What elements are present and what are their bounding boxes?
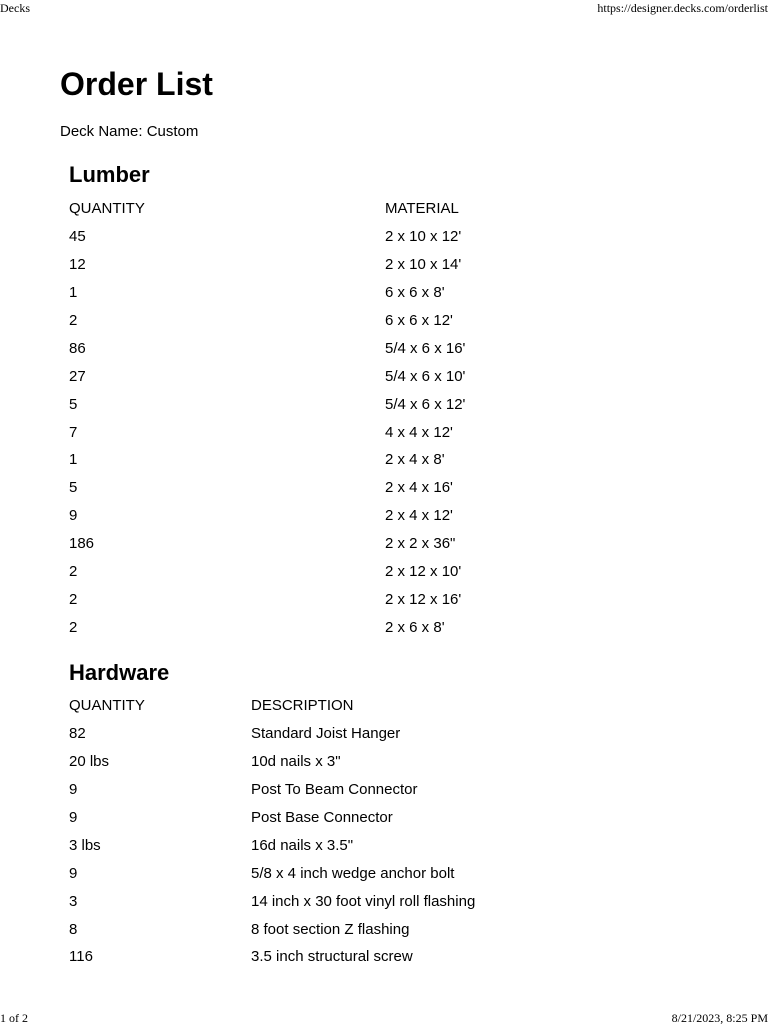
description-cell: 16d nails x 3.5" bbox=[251, 836, 354, 854]
description-cell: Post Base Connector bbox=[251, 809, 393, 826]
material-cell: 4 x 4 x 12' bbox=[385, 423, 453, 441]
lumber-row bbox=[69, 251, 605, 279]
hardware-table bbox=[69, 692, 611, 971]
deck-name: Deck Name: Custom bbox=[60, 123, 199, 140]
lumber-header-row bbox=[69, 195, 605, 223]
material-cell: 6 x 6 x 12' bbox=[385, 312, 453, 329]
hardware-row bbox=[69, 915, 611, 943]
hardware-row bbox=[69, 804, 611, 832]
quantity-cell: 45 bbox=[69, 228, 86, 246]
hardware-section-title: Hardware bbox=[69, 660, 170, 685]
lumber-row bbox=[69, 279, 605, 307]
quantity-cell: 2 bbox=[69, 312, 78, 329]
hardware-row bbox=[69, 943, 611, 971]
hardware-row bbox=[69, 776, 611, 804]
material-cell: 2 x 4 x 8' bbox=[385, 451, 445, 469]
quantity-cell: 1 bbox=[69, 451, 78, 469]
quantity-cell: 186 bbox=[69, 535, 95, 553]
lumber-row bbox=[69, 446, 605, 474]
quantity-cell: 9 bbox=[69, 809, 78, 826]
hardware-header-row bbox=[69, 692, 611, 720]
quantity-cell: 5 bbox=[69, 479, 78, 497]
lumber-row bbox=[69, 613, 605, 641]
lumber-row bbox=[69, 502, 605, 530]
description-cell: 5/8 x 4 inch wedge anchor bolt bbox=[251, 864, 455, 882]
quantity-cell: 27 bbox=[69, 367, 86, 385]
page-title: Order List bbox=[60, 66, 213, 102]
quantity-cell: 3 lbs bbox=[69, 836, 101, 854]
description-cell: Standard Joist Hanger bbox=[251, 725, 401, 743]
lumber-row bbox=[69, 530, 605, 558]
quantity-cell: 2 bbox=[69, 563, 78, 581]
quantity-cell: 2 bbox=[69, 618, 78, 636]
description-cell: Post To Beam Connector bbox=[251, 781, 418, 799]
material-cell: 5/4 x 6 x 16' bbox=[385, 339, 466, 357]
lumber-row bbox=[69, 418, 605, 446]
lumber-row bbox=[69, 585, 605, 613]
quantity-cell: 9 bbox=[69, 864, 78, 882]
hardware-row bbox=[69, 748, 611, 776]
quantity-cell: 5 bbox=[69, 395, 78, 413]
quantity-cell: 82 bbox=[69, 725, 86, 743]
material-cell: 2 x 10 x 14' bbox=[385, 256, 462, 274]
material-cell: 2 x 12 x 16' bbox=[385, 590, 462, 608]
hardware-row bbox=[69, 720, 611, 748]
quantity-cell: 20 lbs bbox=[69, 753, 110, 771]
lumber-row bbox=[69, 474, 605, 502]
lumber-row bbox=[69, 223, 605, 251]
hardware-row bbox=[69, 859, 611, 887]
material-cell: 5/4 x 6 x 10' bbox=[385, 367, 466, 385]
material-cell: 2 x 12 x 10' bbox=[385, 563, 462, 581]
material-cell: 5/4 x 6 x 12' bbox=[385, 395, 466, 413]
material-cell: 2 x 6 x 8' bbox=[385, 618, 445, 636]
lumber-row bbox=[69, 390, 605, 418]
lumber-row bbox=[69, 307, 605, 335]
description-cell: 10d nails x 3" bbox=[251, 753, 341, 771]
hardware-row bbox=[69, 831, 611, 859]
quantity-cell: 116 bbox=[69, 948, 93, 966]
material-cell: 2 x 10 x 12' bbox=[385, 228, 462, 246]
description-cell: 14 inch x 30 foot vinyl roll flashing bbox=[251, 892, 476, 910]
lumber-quantity-header: QUANTITY bbox=[69, 200, 145, 218]
material-cell: 6 x 6 x 8' bbox=[385, 284, 445, 302]
quantity-cell: 12 bbox=[69, 256, 86, 274]
material-cell: 2 x 4 x 12' bbox=[385, 507, 453, 525]
hardware-description-header: DESCRIPTION bbox=[251, 697, 354, 715]
print-datetime: 8/21/2023, 8:25 PM bbox=[671, 1011, 768, 1024]
quantity-cell: 3 bbox=[69, 892, 78, 910]
hardware-row bbox=[69, 887, 611, 915]
description-cell: 3.5 inch structural screw bbox=[251, 948, 413, 966]
quantity-cell: 7 bbox=[69, 423, 78, 441]
lumber-material-header: MATERIAL bbox=[385, 200, 459, 218]
print-header-url: https://designer.decks.com/orderlist bbox=[597, 1, 768, 15]
quantity-cell: 2 bbox=[69, 590, 78, 608]
material-cell: 2 x 4 x 16' bbox=[385, 479, 453, 497]
hardware-quantity-header: QUANTITY bbox=[69, 697, 145, 715]
page-number: 1 of 2 bbox=[0, 1011, 28, 1024]
material-cell: 2 x 2 x 36" bbox=[385, 535, 456, 553]
quantity-cell: 86 bbox=[69, 339, 86, 357]
lumber-row bbox=[69, 334, 605, 362]
lumber-table bbox=[69, 195, 605, 641]
description-cell: 8 foot section Z flashing bbox=[251, 920, 410, 938]
lumber-row bbox=[69, 558, 605, 586]
quantity-cell: 1 bbox=[69, 284, 78, 302]
print-header-title: Decks bbox=[0, 1, 30, 15]
quantity-cell: 8 bbox=[69, 920, 78, 938]
lumber-row bbox=[69, 362, 605, 390]
lumber-section-title: Lumber bbox=[69, 162, 150, 187]
quantity-cell: 9 bbox=[69, 507, 78, 525]
quantity-cell: 9 bbox=[69, 781, 78, 799]
